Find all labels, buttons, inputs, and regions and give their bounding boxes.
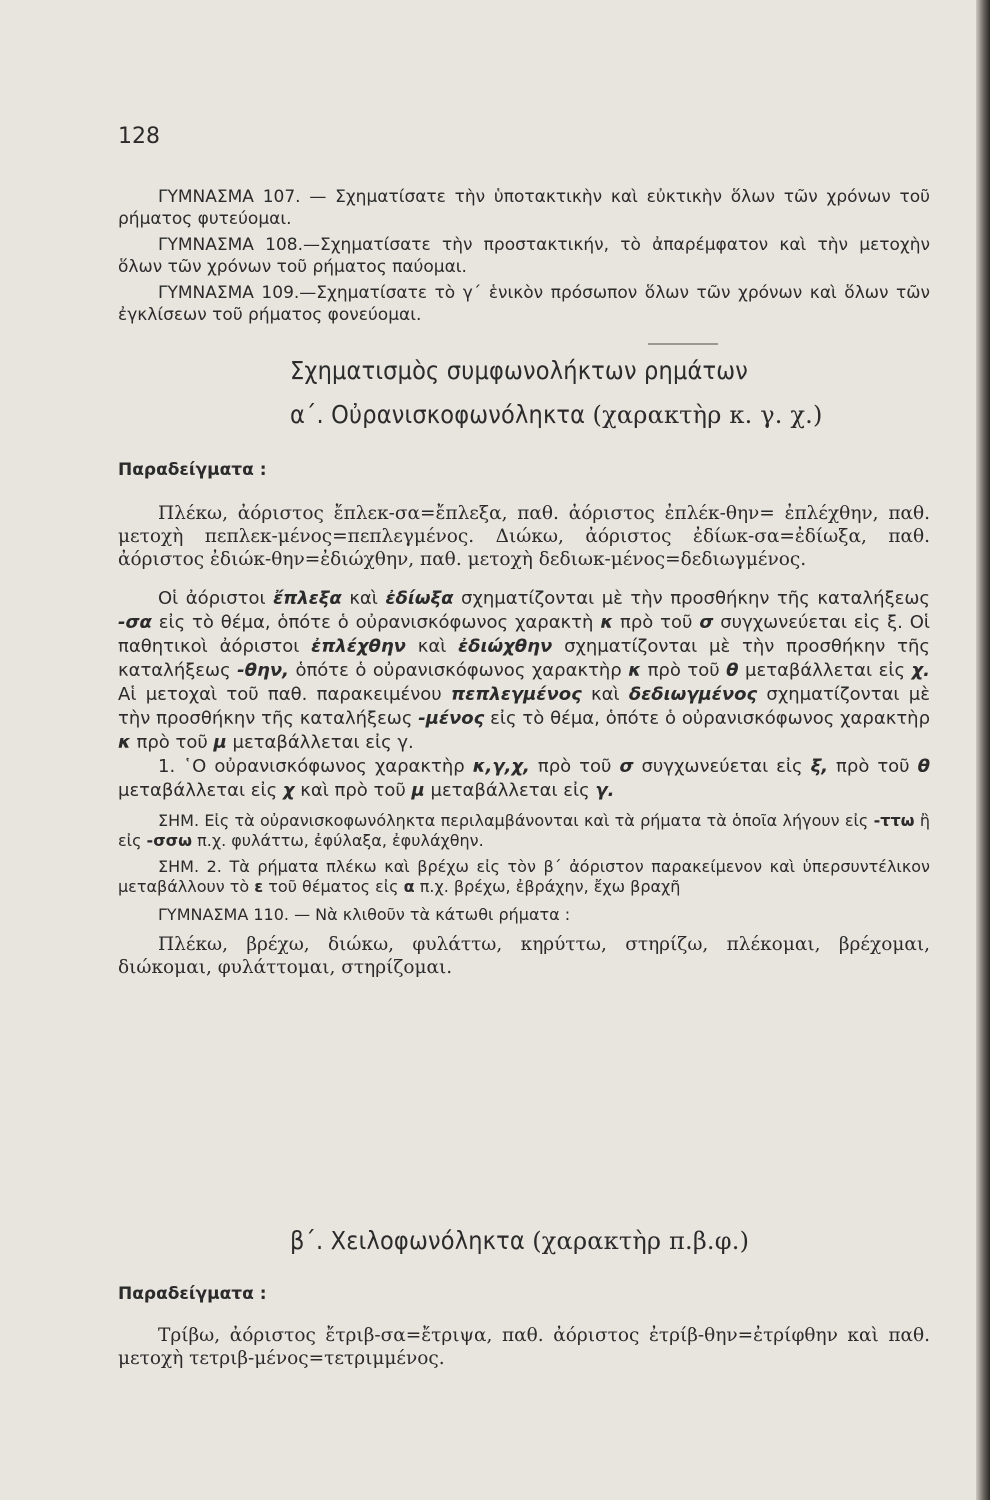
page-edge-shadow [976, 0, 990, 1500]
exercise-110: ΓΥΜΝΑΣΜΑ 110. — Νὰ κλιθοῦν τὰ κάτωθι ρήματα : [158, 905, 571, 924]
text-run: καὶ [581, 684, 629, 705]
text-run: κ,γ,χ, [472, 756, 530, 777]
page-number: 128 [118, 124, 160, 149]
text-run: πεπλεγμένος [451, 684, 582, 705]
exercises-top [118, 186, 930, 326]
section-b-title: β΄. Χειλοφωνόληκτα [290, 1226, 525, 1255]
section-a-body [118, 502, 930, 979]
text-run: ΣΗΜ. 2. Τὰ ρήματα πλέκω καὶ βρέχω εἰς τὸν β΄ ἀόριστον παρακείμενον καὶ ὑπερσυντέλικον μεταβάλλουν τὸ [118, 857, 930, 896]
text-run: συγχωνεύεται εἰς ξ. Οἱ παθητικοὶ ἀόριστοι [118, 612, 930, 657]
text-run: πρὸ τοῦ [828, 756, 918, 777]
text-run: -μένος [418, 708, 485, 729]
text-run: ὁπότε ὁ οὐρανισκόφωνος χαρακτὴρ [288, 660, 629, 681]
section-b-heading [290, 1226, 749, 1255]
text-run: ε [254, 877, 264, 896]
text-run: ἐδίωξα [385, 588, 454, 609]
text-run: π.χ. βρέχω, ἐβράχην, ἔχω βραχῆ [414, 877, 681, 896]
exercise-109: ΓΥΜΝΑΣΜΑ 109.—Σχηματίσατε τὸ γ΄ ἑνικὸν πρόσωπον ὅλων τῶν χρόνων καὶ ὅλων τῶν ἐγκλίσεων τοῦ ρήματος φονεύομαι. [118, 283, 930, 325]
text-run: ξ, [810, 756, 829, 777]
section-a-paren: (χαρακτὴρ κ. γ. χ.) [592, 401, 823, 429]
exercise-110-verbs: Πλέκω, βρέχω, διώκω, φυλάττω, κηρύττω, στηρίζω, πλέκομαι, βρέχομαι, διώκομαι, φυλάττομαι, στηρίζομαι. [118, 934, 930, 978]
text-run: εἰς τὸ θέμα, ὁπότε ὁ οὐρανισκόφωνος χαρακτὴρ [484, 708, 930, 729]
text-run: εἰς τὸ θέμα, ὁπότε ὁ οὐρανισκόφωνος χαρακτὴ [151, 612, 601, 633]
section-a-heading [290, 400, 823, 429]
section-a-title: α΄. Οὐρανισκοφωνόληκτα [290, 400, 586, 429]
text-run: κ [118, 732, 131, 753]
text-run: θ [726, 660, 739, 681]
text-run: Αἱ μετοχαὶ τοῦ παθ. παρακειμένου [118, 684, 452, 705]
text-run: πρὸ τοῦ [529, 756, 620, 777]
text-run: χ [282, 780, 295, 801]
text-run: θ [917, 756, 930, 777]
text-run: σχηματίζονται μὲ τὴν προσθήκην τῆς καταλήξεως [118, 684, 930, 729]
text-run: -σα [118, 612, 152, 633]
text-run: δεδιωγμένος [628, 684, 758, 705]
text-run: α [403, 877, 415, 896]
text-run: μεταβάλλεται εἰς γ. [226, 732, 414, 753]
text-run: χ. [911, 660, 930, 681]
section-b-paren: (χαρακτὴρ π.β.φ.) [532, 1227, 750, 1255]
text-run: ΣΗΜ. Εἰς τὰ οὐρανισκοφωνόληκτα περιλαμβάνονται καὶ τὰ ρήματα τὰ ὁποῖα λήγουν εἰς [158, 811, 874, 830]
text-run: ἐπλέχθην [311, 636, 406, 657]
text-run: π.χ. φυλάττω, ἐφύλαξα, ἐφυλάχθην. [192, 831, 484, 850]
text-run: καὶ [405, 636, 459, 657]
text-run: σχηματίζονται μὲ τὴν προσθήκην τῆς καταλήξεως [118, 636, 930, 681]
text-run: μεταβάλλεται εἰς [424, 780, 596, 801]
exercise-107: ΓΥΜΝΑΣΜΑ 107. — Σχηματίσατε τὴν ὑποτακτικὴν καὶ εὐκτικὴν ὅλων τῶν χρόνων τοῦ ρήματος φυτεύομαι. [118, 187, 930, 229]
text-run: ἐδιώχθην [458, 636, 553, 657]
text-run: συγχωνεύεται εἰς [633, 756, 811, 777]
text-run: 1. ῾Ο οὐρανισκόφωνος χαρακτὴρ [158, 756, 473, 777]
text-run: κ [628, 660, 642, 681]
text-run: μ [213, 732, 227, 753]
text-run: πρὸ τοῦ [641, 660, 727, 681]
text-run: σ [619, 756, 634, 777]
rule-1 [118, 755, 930, 803]
text-run: πρὸ τοῦ [130, 732, 214, 753]
text-run: μεταβάλλεται εἰς [118, 780, 283, 801]
exercise-108: ΓΥΜΝΑΣΜΑ 108.—Σχηματίσατε τὴν προστακτικήν, τὸ ἀπαρέμφατον καὶ τὴν μετοχὴν ὅλων τῶν χρόνων τοῦ ρήματος παύομαι. [118, 235, 930, 277]
text-run: πρὸ τοῦ [613, 612, 700, 633]
section-a-examples-label: Παραδείγματα : [118, 460, 267, 480]
note-2 [118, 857, 930, 897]
text-run: Οἱ ἀόριστοι [158, 588, 274, 609]
section-b-examples: Τρίβω, ἀόριστος ἔτριβ-σα=ἔτριψα, παθ. ἀόριστος ἐτρίβ-θην=ἐτρίφθην καὶ παθ. μετοχὴ τετριβ-μένος=τετριμμένος. [118, 1325, 930, 1369]
text-run: μ [411, 780, 425, 801]
section-b-examples-label: Παραδείγματα : [118, 1284, 267, 1304]
text-run: σ [699, 612, 714, 633]
text-run: -θην, [237, 660, 289, 681]
text-run: καὶ πρὸ τοῦ [294, 780, 412, 801]
chapter-title: Σχηματισμὸς συμφωνολήκτων ρημάτων [290, 356, 749, 385]
text-run: τοῦ θέματος εἰς [263, 877, 404, 896]
text-run: -σσω [146, 831, 193, 850]
section-a-examples: Πλέκω, ἀόριστος ἔπλεκ-σα=ἔπλεξα, παθ. ἀόριστος ἐπλέκ-θην= ἐπλέχθην, παθ. μετοχὴ πεπλεκ-μένος=πεπλεγμένος. Διώκω, ἀόριστος ἐδίωκ-σα=ἐδίωξα, παθ. ἀόριστος ἐδιώκ-θην=ἐδιώχθην, παθ. μετοχὴ δεδιωκ-μένος=δεδιωγμένος. [118, 503, 930, 570]
section-b-body [118, 1324, 930, 1370]
text-run: κ [600, 612, 614, 633]
note-1 [118, 811, 930, 851]
text-run: ἔπλεξα [273, 588, 342, 609]
text-run: σχηματίζονται μὲ τὴν προσθήκην τῆς καταλήξεως [453, 588, 930, 609]
divider-line [648, 343, 718, 345]
text-run: μεταβάλλεται εἰς [738, 660, 912, 681]
text-run: καὶ [341, 588, 386, 609]
text-run: γ. [595, 780, 615, 801]
text-run: ἢ εἰς [118, 811, 931, 850]
section-a-explanation [118, 587, 930, 755]
text-run: -ττω [873, 811, 915, 830]
